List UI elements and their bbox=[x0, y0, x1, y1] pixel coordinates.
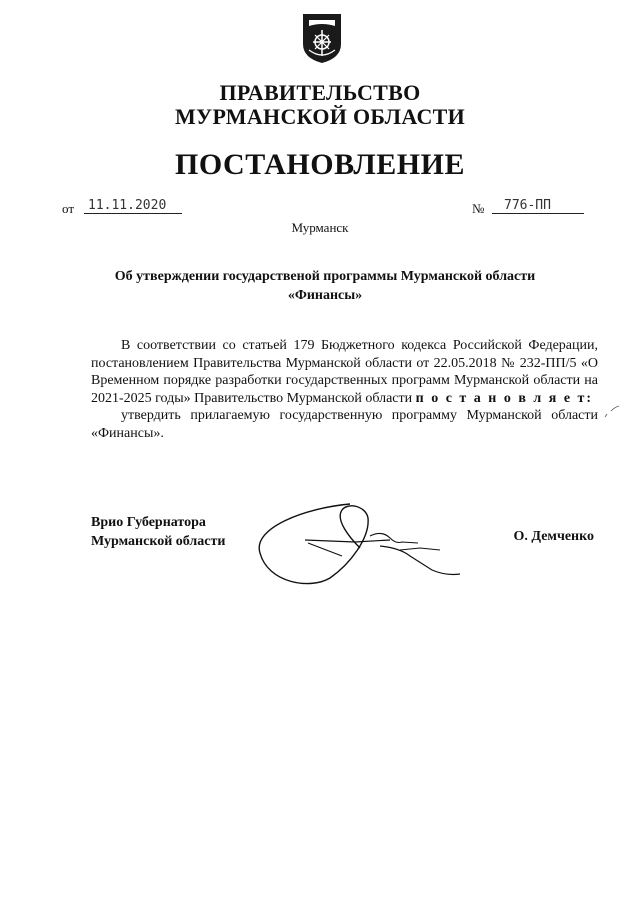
date-prefix: от bbox=[62, 201, 75, 216]
body-paragraph-2: утвердить прилагаемую государственную программу Мурманской области «Финансы». bbox=[91, 408, 598, 441]
signatory-name: О. Демченко bbox=[513, 529, 594, 544]
coat-of-arms-icon bbox=[301, 10, 343, 64]
government-title-line1: ПРАВИТЕЛЬСТВО bbox=[219, 80, 421, 105]
signatory-position-line1: Врио Губернатора bbox=[91, 515, 206, 530]
government-title-line2: МУРМАНСКОЙ ОБЛАСТИ bbox=[174, 104, 466, 129]
document-body bbox=[91, 337, 598, 442]
document-date: 11.11.2020 bbox=[84, 198, 182, 214]
decree-word: п о с т а н о в л я е т: bbox=[415, 390, 594, 406]
city: Мурманск bbox=[291, 220, 349, 235]
document-type-title: ПОСТАНОВЛЕНИЕ bbox=[175, 148, 465, 181]
scan-mark-icon bbox=[603, 405, 623, 419]
handwritten-signature-icon bbox=[250, 498, 480, 598]
subject-line2: «Финансы» bbox=[287, 288, 363, 303]
document-number: 776-ПП bbox=[492, 198, 584, 214]
signatory-position bbox=[91, 513, 225, 551]
signatory-position-line2: Мурманской области bbox=[91, 534, 226, 549]
number-prefix: № bbox=[472, 201, 485, 216]
body-paragraph-1 bbox=[91, 337, 598, 407]
document-subject bbox=[90, 267, 560, 305]
body-paragraph-1-text: В соответствии со статьей 179 Бюджетного кодекса Российской Федерации, постановлением Правительства Мурманской области от 22.05.2018 № 232-ПП/5 «О Временном порядке разработки государственных программ Мурманской области на 2021-2025 годы» Правительство Мурманской области bbox=[91, 338, 598, 406]
subject-line1: Об утверждении государственой программы Мурманской области bbox=[114, 269, 536, 284]
